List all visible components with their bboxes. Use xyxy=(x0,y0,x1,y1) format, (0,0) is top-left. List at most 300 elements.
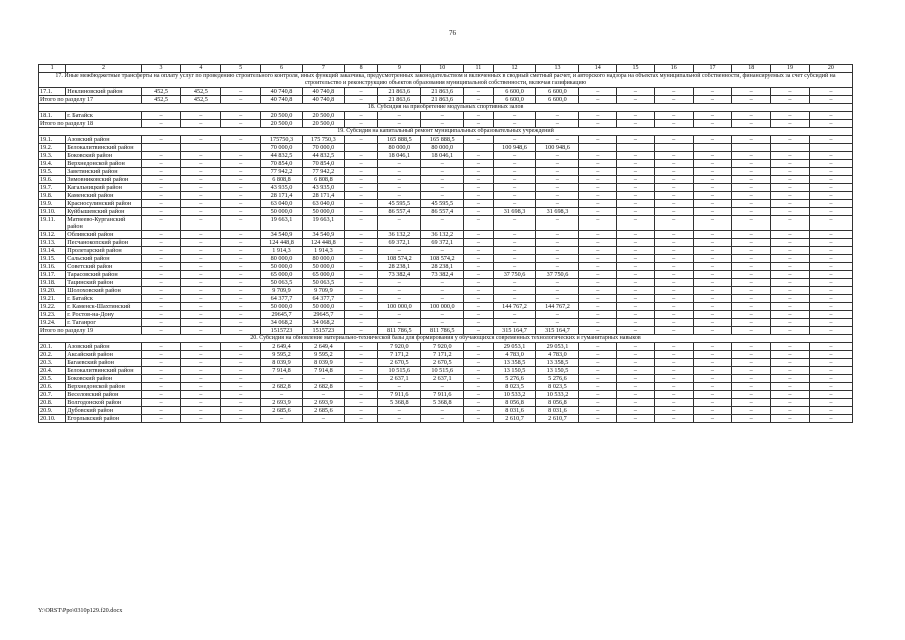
table-cell: – xyxy=(732,216,771,231)
table-cell: 28 238,1 xyxy=(421,263,464,271)
table-cell: – xyxy=(221,152,261,160)
table-cell: – xyxy=(579,231,617,239)
table-cell: – xyxy=(617,271,655,279)
table-cell: 80 000,0 xyxy=(302,255,344,263)
table-cell: 73 382,4 xyxy=(378,271,421,279)
table-cell: – xyxy=(464,295,493,303)
table-cell: – xyxy=(493,247,536,255)
table-cell: – xyxy=(221,176,261,184)
table-cell: – xyxy=(732,247,771,255)
table-cell: 452,5 xyxy=(181,96,221,104)
table-cell: – xyxy=(617,351,655,359)
table-cell: – xyxy=(654,263,693,271)
table-cell: 28 171,4 xyxy=(302,192,344,200)
table-row xyxy=(39,160,853,168)
table-cell: – xyxy=(617,383,655,391)
table-cell: – xyxy=(536,255,579,263)
table-cell: – xyxy=(536,184,579,192)
table-cell: – xyxy=(771,263,810,271)
table-cell: – xyxy=(579,239,617,247)
table-cell: – xyxy=(771,96,810,104)
table-cell: – xyxy=(732,184,771,192)
table-cell: 315 164,7 xyxy=(493,327,536,335)
table-cell xyxy=(771,144,810,152)
table-cell: 1515723 xyxy=(302,327,344,335)
table-cell: – xyxy=(493,311,536,319)
table-cell: – xyxy=(421,415,464,423)
municipality-name: Азовский район xyxy=(66,136,141,144)
table-cell: – xyxy=(421,184,464,192)
table-cell: – xyxy=(421,383,464,391)
table-cell: – xyxy=(464,208,493,216)
table-cell: – xyxy=(493,112,536,120)
table-cell xyxy=(464,144,493,152)
table-cell: – xyxy=(141,168,181,176)
table-cell: – xyxy=(617,208,655,216)
table-cell: – xyxy=(693,295,732,303)
table-cell: – xyxy=(181,343,221,351)
table-cell: – xyxy=(771,247,810,255)
table-cell: – xyxy=(464,96,493,104)
table-cell: – xyxy=(579,359,617,367)
table-cell: – xyxy=(181,271,221,279)
table-cell: – xyxy=(344,383,378,391)
table-cell: – xyxy=(693,184,732,192)
table-cell: – xyxy=(732,295,771,303)
table-cell: 7 911,6 xyxy=(378,391,421,399)
municipality-name: г. Ростов-на-Дону xyxy=(66,311,141,319)
table-cell: – xyxy=(579,152,617,160)
table-cell: – xyxy=(654,391,693,399)
table-cell: – xyxy=(378,216,421,231)
table-cell: – xyxy=(693,120,732,128)
table-cell: – xyxy=(181,287,221,295)
table-cell: – xyxy=(771,160,810,168)
table-cell: – xyxy=(617,160,655,168)
table-row xyxy=(39,144,853,152)
table-row xyxy=(39,112,853,120)
table-cell: 13 358,5 xyxy=(493,359,536,367)
table-cell: – xyxy=(221,208,261,216)
table-cell: 2 649,4 xyxy=(302,343,344,351)
table-cell: – xyxy=(141,327,181,335)
table-cell: 5 368,8 xyxy=(421,399,464,407)
table-cell: – xyxy=(421,120,464,128)
table-cell: – xyxy=(378,176,421,184)
table-cell: – xyxy=(732,152,771,160)
table-row xyxy=(39,216,853,231)
table-cell: – xyxy=(378,247,421,255)
table-cell: – xyxy=(809,271,852,279)
table-cell: 6 808,8 xyxy=(261,176,303,184)
table-cell: – xyxy=(809,192,852,200)
municipality-name: г. Батайск xyxy=(66,295,141,303)
table-cell: 2 610,7 xyxy=(536,415,579,423)
row-number: 19.2. xyxy=(39,144,66,152)
row-number: 20.1. xyxy=(39,343,66,351)
table-cell: – xyxy=(693,383,732,391)
table-cell: – xyxy=(464,192,493,200)
row-number: 18.1. xyxy=(39,112,66,120)
table-cell: – xyxy=(732,391,771,399)
table-cell: – xyxy=(221,200,261,208)
table-cell: 50 000,0 xyxy=(302,303,344,311)
table-cell: 63 040,0 xyxy=(302,200,344,208)
table-cell: 2 682,8 xyxy=(261,383,303,391)
table-cell: – xyxy=(654,367,693,375)
table-cell: – xyxy=(221,383,261,391)
table-cell: 50 000,0 xyxy=(261,263,303,271)
table-cell: – xyxy=(771,271,810,279)
municipality-name: Белокалитвинский район xyxy=(66,367,141,375)
table-cell: – xyxy=(732,120,771,128)
municipality-name: Пролетарский район xyxy=(66,247,141,255)
table-cell: – xyxy=(344,343,378,351)
table-cell: – xyxy=(141,303,181,311)
row-number: 19.4. xyxy=(39,160,66,168)
table-cell: – xyxy=(493,279,536,287)
table-cell: – xyxy=(617,88,655,96)
municipality-name: Сальский район xyxy=(66,255,141,263)
row-number: 20.2. xyxy=(39,351,66,359)
table-cell: 44 832,5 xyxy=(261,152,303,160)
table-cell: – xyxy=(693,271,732,279)
table-cell: – xyxy=(221,399,261,407)
table-cell: – xyxy=(771,391,810,399)
table-cell: – xyxy=(654,96,693,104)
table-cell: – xyxy=(617,375,655,383)
table-cell: 29645,7 xyxy=(302,311,344,319)
table-cell: – xyxy=(771,383,810,391)
table-cell: – xyxy=(654,160,693,168)
table-cell: – xyxy=(579,367,617,375)
table-cell: – xyxy=(809,96,852,104)
table-cell: – xyxy=(809,112,852,120)
table-cell: – xyxy=(771,152,810,160)
municipality-name: Багаевский район xyxy=(66,359,141,367)
table-cell: – xyxy=(771,184,810,192)
table-cell: – xyxy=(221,160,261,168)
table-cell: – xyxy=(732,88,771,96)
table-cell: 50 000,0 xyxy=(261,303,303,311)
table-cell: – xyxy=(693,192,732,200)
total-label: Итого по разделу 19 xyxy=(39,327,142,335)
column-number: 17 xyxy=(693,65,732,73)
table-cell: – xyxy=(693,208,732,216)
column-number: 20 xyxy=(809,65,852,73)
municipality-name: Боковский район xyxy=(66,375,141,383)
table-cell: 175 750,3 xyxy=(302,136,344,144)
table-cell: – xyxy=(809,303,852,311)
table-cell: – xyxy=(617,136,655,144)
table-cell: 13 358,5 xyxy=(536,359,579,367)
table-cell: 18 046,1 xyxy=(421,152,464,160)
table-cell: 31 698,3 xyxy=(493,208,536,216)
table-cell: – xyxy=(654,407,693,415)
table-cell: 86 557,4 xyxy=(421,208,464,216)
municipality-name: Обливский район xyxy=(66,231,141,239)
table-cell: 20 500,0 xyxy=(261,120,303,128)
table-cell: – xyxy=(732,311,771,319)
municipality-name: Тацинский район xyxy=(66,279,141,287)
table-cell: – xyxy=(536,319,579,327)
table-row xyxy=(39,407,853,415)
table-cell: 20 500,0 xyxy=(261,112,303,120)
table-cell: – xyxy=(181,311,221,319)
row-number: 19.21. xyxy=(39,295,66,303)
table-cell: 6 600,0 xyxy=(536,88,579,96)
table-cell xyxy=(654,144,693,152)
table-cell: – xyxy=(141,279,181,287)
table-cell: – xyxy=(378,120,421,128)
table-cell: 19 663,1 xyxy=(261,216,303,231)
table-cell: – xyxy=(181,239,221,247)
municipality-name: Каменский район xyxy=(66,192,141,200)
table-cell: – xyxy=(221,271,261,279)
table-cell: – xyxy=(181,391,221,399)
table-cell: 4 783,0 xyxy=(493,351,536,359)
table-cell: – xyxy=(378,295,421,303)
table-row xyxy=(39,399,853,407)
table-cell: 2 670,5 xyxy=(378,359,421,367)
table-cell: – xyxy=(344,88,378,96)
table-cell: – xyxy=(181,184,221,192)
table-cell: – xyxy=(141,351,181,359)
table-cell: – xyxy=(617,192,655,200)
table-cell: – xyxy=(344,295,378,303)
municipality-name: Куйбышевский район xyxy=(66,208,141,216)
table-cell: – xyxy=(181,120,221,128)
table-cell: – xyxy=(421,407,464,415)
header-row xyxy=(39,65,853,73)
table-cell: – xyxy=(693,239,732,247)
budget-table xyxy=(38,64,853,423)
table-cell: – xyxy=(809,184,852,192)
table-cell: – xyxy=(732,192,771,200)
table-cell: – xyxy=(579,343,617,351)
table-cell: 7 171,2 xyxy=(378,351,421,359)
section-row xyxy=(39,104,853,112)
table-cell: – xyxy=(261,415,303,423)
table-cell: – xyxy=(617,152,655,160)
table-cell: 165 888,5 xyxy=(421,136,464,144)
row-number: 19.17. xyxy=(39,271,66,279)
table-cell: – xyxy=(617,359,655,367)
table-cell: – xyxy=(732,168,771,176)
table-cell: – xyxy=(809,168,852,176)
row-number: 20.8. xyxy=(39,399,66,407)
table-cell: – xyxy=(732,375,771,383)
table-cell: 5 276,6 xyxy=(493,375,536,383)
table-cell: – xyxy=(464,415,493,423)
table-cell: – xyxy=(809,208,852,216)
table-cell: – xyxy=(771,351,810,359)
table-cell: – xyxy=(579,96,617,104)
table-cell: – xyxy=(344,176,378,184)
table-cell: – xyxy=(378,112,421,120)
table-cell: 69 372,1 xyxy=(421,239,464,247)
table-row xyxy=(39,263,853,271)
table-cell: – xyxy=(732,415,771,423)
table-cell: – xyxy=(344,192,378,200)
table-cell: – xyxy=(693,351,732,359)
table-cell: – xyxy=(464,407,493,415)
table-cell: – xyxy=(421,247,464,255)
table-row xyxy=(39,359,853,367)
table-row xyxy=(39,351,853,359)
table-cell: – xyxy=(378,415,421,423)
table-cell: – xyxy=(344,152,378,160)
table-cell: – xyxy=(809,120,852,128)
table-cell: – xyxy=(579,136,617,144)
table-cell: 8 056,8 xyxy=(536,399,579,407)
table-cell: – xyxy=(344,208,378,216)
table-cell: – xyxy=(181,231,221,239)
table-cell: – xyxy=(579,112,617,120)
table-cell: – xyxy=(654,383,693,391)
table-cell: – xyxy=(464,351,493,359)
table-cell: 124 448,8 xyxy=(261,239,303,247)
table-cell: – xyxy=(141,287,181,295)
table-cell: 20 500,0 xyxy=(302,112,344,120)
table-cell: – xyxy=(771,192,810,200)
table-cell: 40 740,8 xyxy=(302,96,344,104)
table-cell: 63 040,0 xyxy=(261,200,303,208)
table-cell: – xyxy=(141,263,181,271)
table-cell: – xyxy=(141,184,181,192)
table-cell: – xyxy=(493,184,536,192)
table-cell: – xyxy=(344,367,378,375)
table-cell: – xyxy=(654,88,693,96)
table-cell: – xyxy=(654,319,693,327)
table-cell: – xyxy=(221,255,261,263)
table-cell: – xyxy=(809,88,852,96)
table-cell: – xyxy=(617,391,655,399)
table-cell: – xyxy=(654,239,693,247)
table-row xyxy=(39,255,853,263)
table-cell: – xyxy=(809,327,852,335)
table-cell: – xyxy=(464,399,493,407)
table-cell: – xyxy=(141,152,181,160)
table-cell: – xyxy=(732,231,771,239)
table-cell: – xyxy=(579,415,617,423)
table-cell: 8 031,6 xyxy=(493,407,536,415)
table-cell: 45 595,5 xyxy=(378,200,421,208)
table-cell: – xyxy=(536,120,579,128)
table-cell: 7 911,6 xyxy=(421,391,464,399)
table-cell: – xyxy=(493,160,536,168)
table-cell: 70 854,0 xyxy=(302,160,344,168)
file-path-footer: Y:\ORST\Ppo\0310p129.f20.docx xyxy=(38,607,123,614)
table-cell: – xyxy=(221,216,261,231)
table-cell: – xyxy=(579,407,617,415)
table-cell: – xyxy=(221,112,261,120)
table-cell xyxy=(221,144,261,152)
table-cell: – xyxy=(654,231,693,239)
table-cell: – xyxy=(732,255,771,263)
table-row xyxy=(39,311,853,319)
column-number: 14 xyxy=(579,65,617,73)
table-cell: – xyxy=(809,247,852,255)
row-number: 19.5. xyxy=(39,168,66,176)
table-cell: – xyxy=(809,319,852,327)
table-cell: – xyxy=(693,279,732,287)
table-cell xyxy=(617,144,655,152)
table-cell: – xyxy=(464,391,493,399)
table-cell: – xyxy=(617,200,655,208)
row-number: 19.8. xyxy=(39,192,66,200)
table-cell: – xyxy=(617,263,655,271)
table-cell: – xyxy=(693,152,732,160)
table-cell: 7 914,8 xyxy=(302,367,344,375)
table-cell: – xyxy=(771,311,810,319)
table-cell: – xyxy=(654,255,693,263)
table-cell: – xyxy=(141,399,181,407)
table-cell: 175750,3 xyxy=(261,136,303,144)
table-cell: – xyxy=(536,176,579,184)
table-cell: – xyxy=(464,216,493,231)
row-number: 19.10. xyxy=(39,208,66,216)
table-cell: – xyxy=(464,120,493,128)
table-cell: 10 533,2 xyxy=(536,391,579,399)
section-title: 18. Субсидия на приобретение модульных спортивных залов xyxy=(39,104,853,112)
table-cell: – xyxy=(617,303,655,311)
table-cell: – xyxy=(536,263,579,271)
table-cell: – xyxy=(579,184,617,192)
table-cell: – xyxy=(141,160,181,168)
table-cell: 65 000,0 xyxy=(261,271,303,279)
table-cell: – xyxy=(221,351,261,359)
table-cell: – xyxy=(771,112,810,120)
row-number: 19.18. xyxy=(39,279,66,287)
table-cell: – xyxy=(579,216,617,231)
table-row xyxy=(39,271,853,279)
table-cell: – xyxy=(617,216,655,231)
table-cell xyxy=(809,144,852,152)
table-cell: – xyxy=(579,160,617,168)
table-cell: 100 000,0 xyxy=(421,303,464,311)
table-cell: – xyxy=(464,152,493,160)
total-row xyxy=(39,96,853,104)
table-cell: 6 600,0 xyxy=(493,96,536,104)
table-cell: 2 649,4 xyxy=(261,343,303,351)
table-cell: – xyxy=(464,239,493,247)
table-cell: – xyxy=(464,88,493,96)
table-cell: 8 023,5 xyxy=(493,383,536,391)
table-row xyxy=(39,287,853,295)
table-cell: – xyxy=(809,160,852,168)
table-cell: 2 670,5 xyxy=(421,359,464,367)
table-cell: – xyxy=(771,120,810,128)
table-row xyxy=(39,192,853,200)
table-cell: – xyxy=(181,192,221,200)
table-cell: – xyxy=(536,136,579,144)
table-cell: – xyxy=(344,247,378,255)
table-cell: 50 000,0 xyxy=(302,263,344,271)
table-cell: – xyxy=(654,176,693,184)
table-cell xyxy=(141,144,181,152)
table-cell: – xyxy=(421,279,464,287)
table-cell: – xyxy=(421,160,464,168)
table-cell: – xyxy=(536,239,579,247)
table-cell: – xyxy=(693,216,732,231)
row-number: 20.7. xyxy=(39,391,66,399)
table-cell: 165 888,5 xyxy=(378,136,421,144)
table-cell: – xyxy=(579,295,617,303)
table-cell: – xyxy=(536,279,579,287)
row-number: 20.4. xyxy=(39,367,66,375)
table-cell: 34 068,2 xyxy=(261,319,303,327)
